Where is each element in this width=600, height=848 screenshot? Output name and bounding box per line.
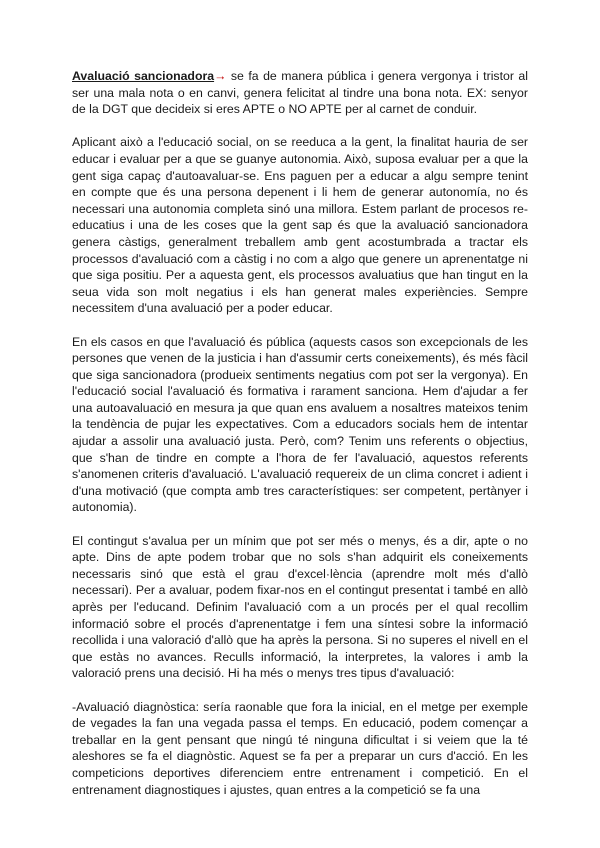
document-page xyxy=(72,68,528,815)
arrow-icon: → xyxy=(214,69,227,83)
term-avaluacio-sancionadora: Avaluació sancionadora xyxy=(72,69,215,83)
paragraph-sancionadora-text: se fa de manera pública i genera vergonya i tristor al ser una mala nota o en canvi, genera felicitat al tindre una bona nota. EX: senyor de la DGT que decideix si eres APTE o NO APTE per al carnet de conduir. xyxy=(72,69,528,117)
paragraph-avaluacio-diagnostica: -Avaluació diagnòstica: sería raonable que fora la inicial, en el metge per exemple de vegades la fan una vegada passa el temps. En educació, podem començar a treballar en la gent pensant que ningú té ninguna dificultat i si veiem que la té aleshores se fa el diagnòstic. Aquest se fa per a preparar un curs d'acció. En les competicions deportives diferenciem entre entrenament i competició. En el entrenament diagnostiques i ajustes, quan entres a la competició se fa una xyxy=(72,699,528,797)
paragraph-contingut: El contingut s'avalua per un mínim que pot ser més o menys, és a dir, apte o no apte. Dins de apte podem trobar que no sols s'han adquirit els coneixements necessaris sinó que està el grau d'excel·lència (aprendre molt més d'allò necessari). Per a avaluar, podem fixar-nos en el contingut presentat i també en allò après per l'educand. Definim l'avaluació com a un procés per el qual recollim informació sobre el procés d'aprenentatge i fem una síntesi sobre la informació recollida i una valoració d'allò que ha après la persona. Si no superes el nivell en el que estàs no avances. Reculls informació, la interpretes, la valores i amb la valoració prens una decisió. Hi ha més o menys tres tipus d'avaluació: xyxy=(72,533,528,681)
paragraph-educacio-social: Aplicant això a l'educació social, on se reeduca a la gent, la finalitat hauria de ser educar i evaluar per a que se guanye autonomia. Això, suposa evaluar per a que la gent siga capaç d'autoavaluar-se. Ens paguen per a educar a algu sempre tenint en compte que és una persona depenent i li hem de generar autonomía, no és necessari una autonomia completa sinó una millora. Estem parlant de procesos re-educatius i una de les coses que la gent sap és que la avaluació sancionadora genera càstigs, generalment treballem amb gent acostumbrada a tractar els processos d'avaluació com a càstig i no com a algo que genere un aprenentatge ni que siga positiu. Per a aquesta gent, els processos avaluatius que han tingut en la seua vida son molt negatius i els han generat males experiències. Sempre necessitem d'una avaluació per a poder educar. xyxy=(72,135,528,316)
paragraph-sancionadora xyxy=(72,68,528,118)
paragraph-avaluacio-publica: En els casos en que l'avaluació és pública (aquests casos son excepcionals de les persones que venen de la justicia i han d'assumir certs coneixements), és més fàcil que siga sancionadora (produeix sentiments negatius com pot ser la vergonya). En l'educació social l'avaluació és formativa i rarament sanciona. Hem d'ajudar a fer una autoavaluació en mesura ja que quan ens avaluem a nosaltres mateixos tenim la tendència de pujar les expectatives. Com a educadors socials hem de intentar ajudar a assolir una avaluació justa. Però, com? Tenim uns referents o objectius, que s'han de tindre en compte a l'hora de fer l'avaluació, aquestos referents s'anomenen criteris d'avaluació. L'avaluació requereix de un clima concret i adient i d'una motivació (que compta amb tres característiques: ser competent, pertànyer i autonomia). xyxy=(72,334,528,515)
